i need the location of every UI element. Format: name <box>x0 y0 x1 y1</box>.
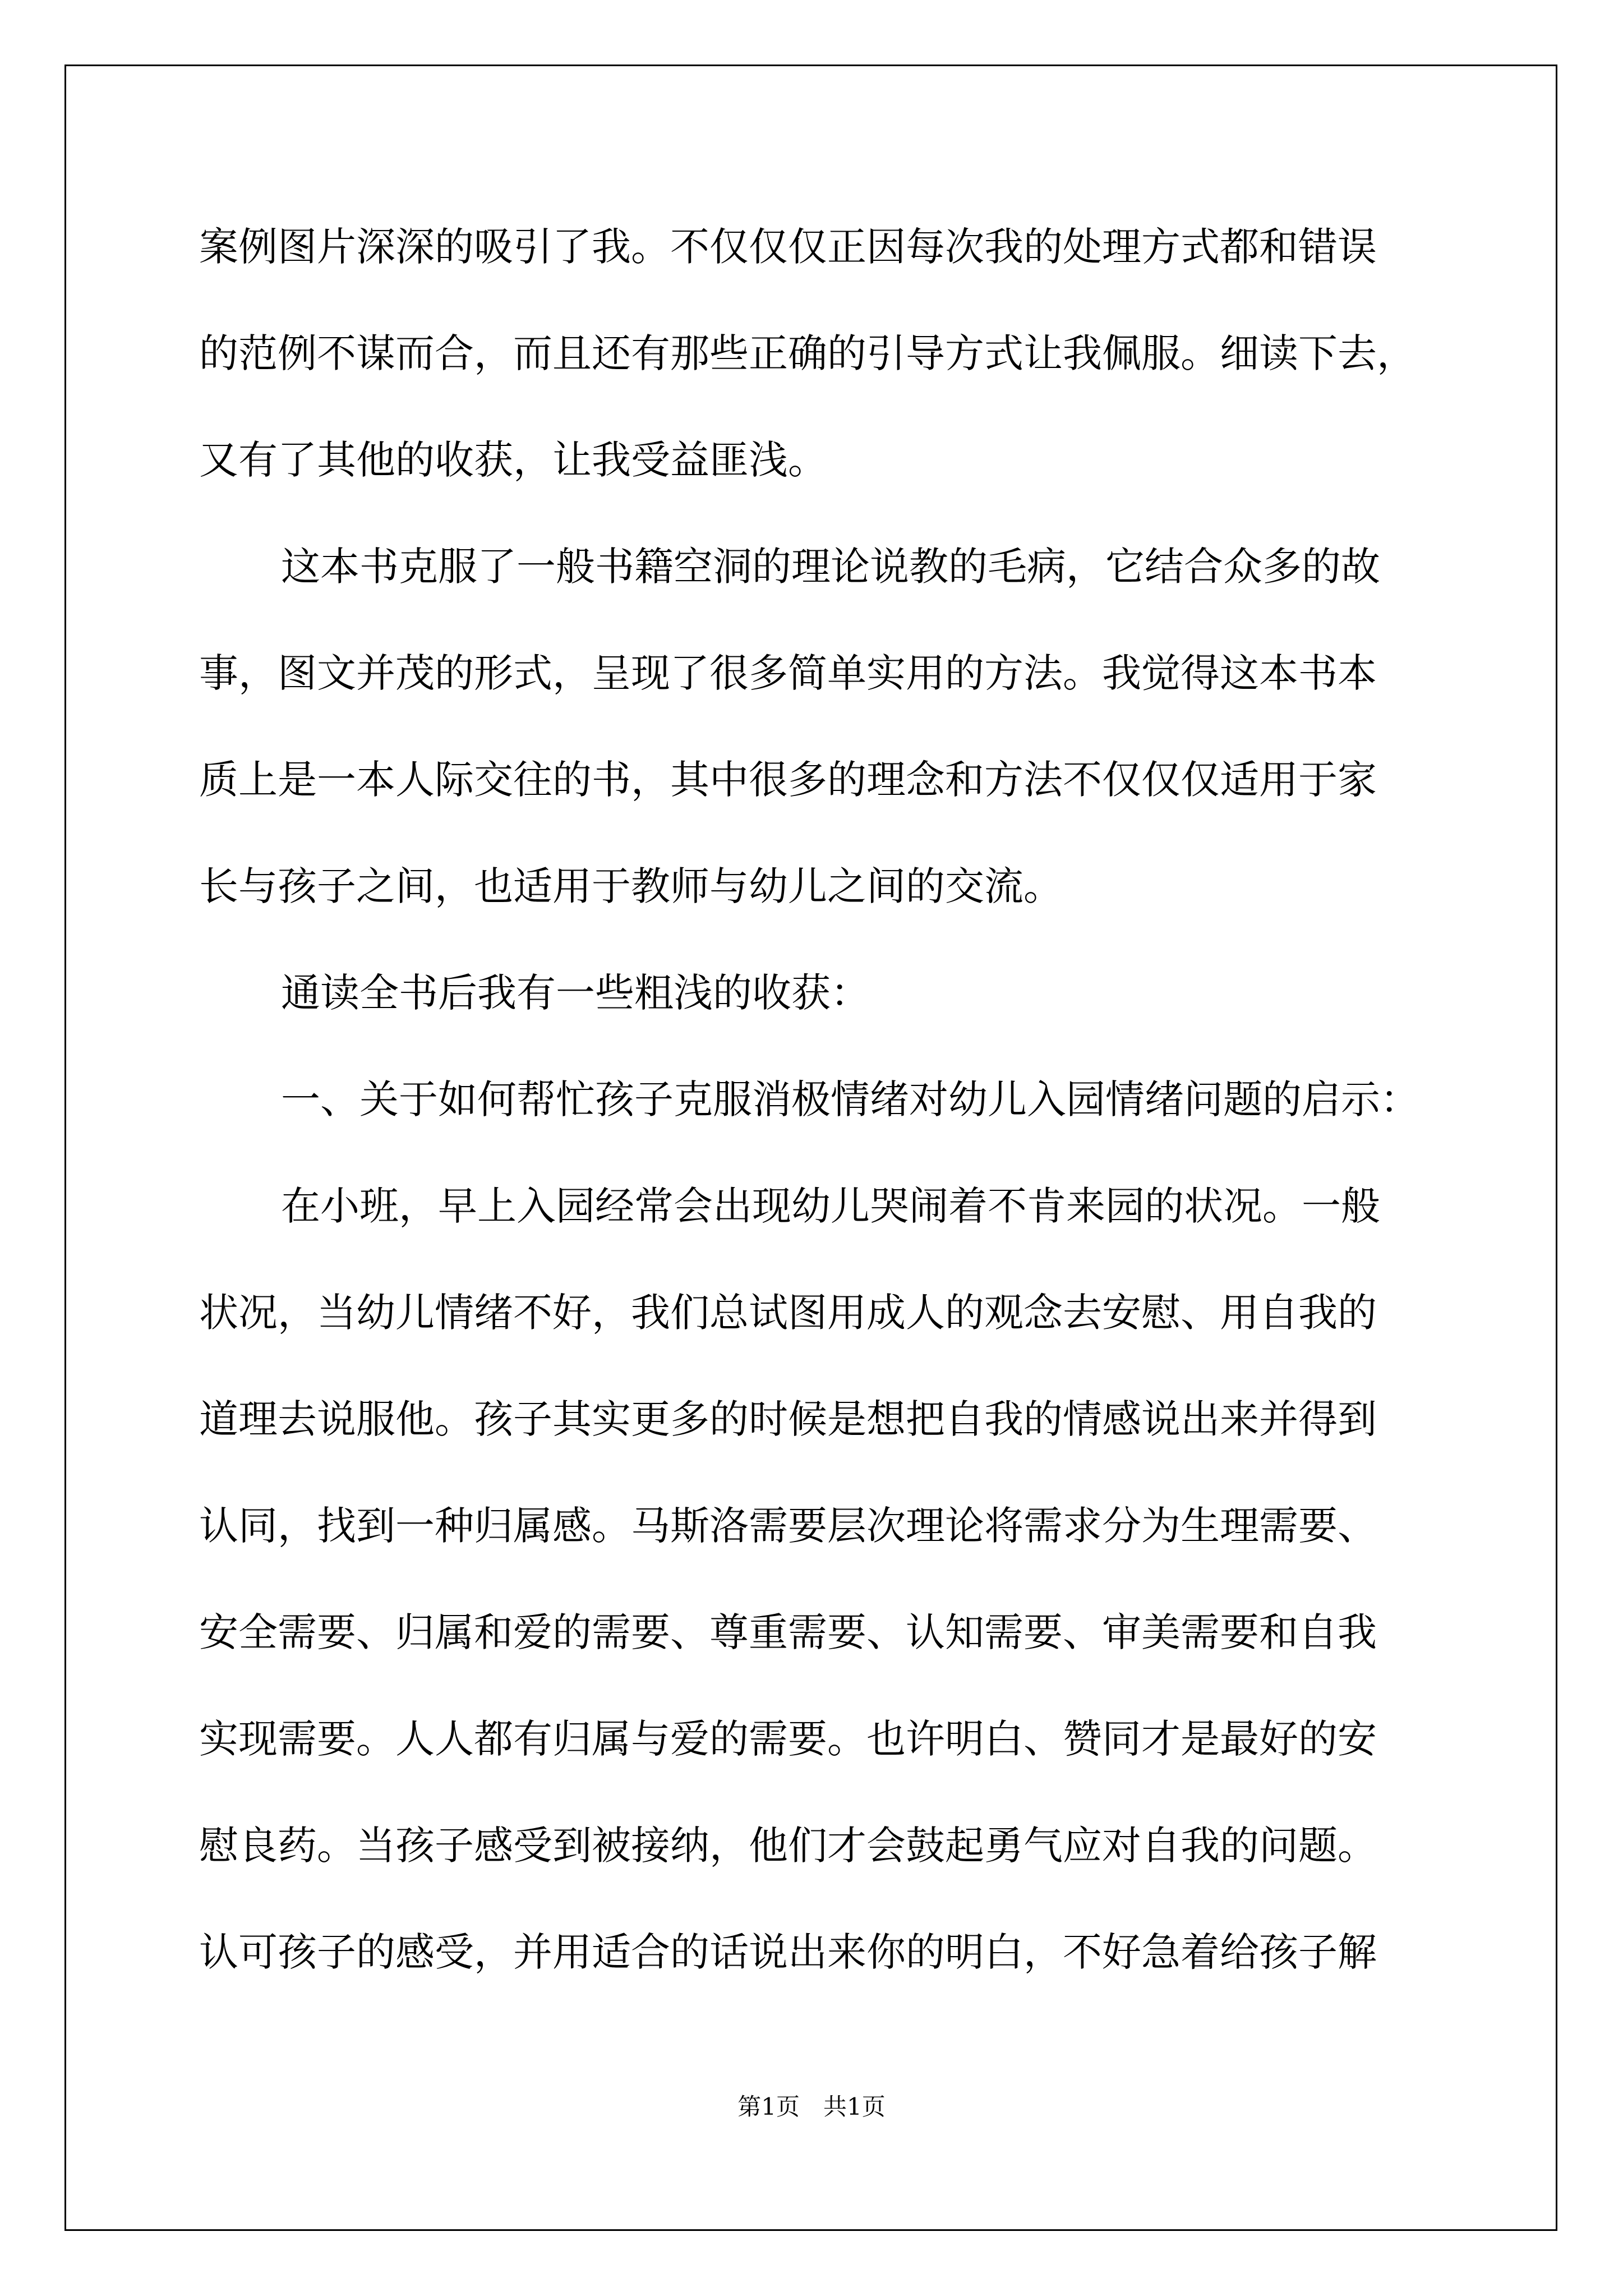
text-line-3: 又有了其他的收获，让我受益匪浅。 <box>199 437 827 483</box>
text-line-5: 事，图文并茂的形式，呈现了很多简单实用的方法。我觉得这本书本 <box>199 650 1377 696</box>
text-line-4: 这本书克服了一般书籍空洞的理论说教的毛病，它结合众多的故 <box>281 544 1380 590</box>
text-line-12: 道理去说服他。孩子其实更多的时候是想把自我的情感说出来并得到 <box>199 1396 1377 1442</box>
text-line-8: 通读全书后我有一些粗浅的收获： <box>281 970 870 1016</box>
text-line-15: 实现需要。人人都有归属与爱的需要。也许明白、赞同才是最好的安 <box>199 1716 1377 1762</box>
text-line-7: 长与孩子之间，也适用于教师与幼儿之间的交流。 <box>199 863 1063 909</box>
page-footer: 第1页 共1页 <box>737 2093 886 2120</box>
text-line-2: 的范例不谋而合，而且还有那些正确的引导方式让我佩服。细读下去， <box>199 330 1416 376</box>
text-line-17: 认可孩子的感受，并用适合的话说出来你的明白，不好急着给孩子解 <box>199 1929 1377 1975</box>
text-line-6: 质上是一本人际交往的书，其中很多的理念和方法不仅仅仅适用于家 <box>199 757 1377 803</box>
text-line-1: 案例图片深深的吸引了我。不仅仅仅正因每次我的处理方式都和错误 <box>199 224 1377 270</box>
text-line-11: 状况，当幼儿情绪不好，我们总试图用成人的观念去安慰、用自我的 <box>199 1290 1377 1336</box>
text-line-13: 认同，找到一种归属感。马斯洛需要层次理论将需求分为生理需要、 <box>199 1503 1377 1549</box>
text-line-16: 慰良药。当孩子感受到被接纳，他们才会鼓起勇气应对自我的问题。 <box>199 1823 1377 1869</box>
text-line-14: 安全需要、归属和爱的需要、尊重需要、认知需要、审美需要和自我 <box>199 1609 1377 1655</box>
text-line-10: 在小班，早上入园经常会出现幼儿哭闹着不肯来园的状况。一般 <box>281 1183 1380 1229</box>
text-line-9: 一、关于如何帮忙孩子克服消极情绪对幼儿入园情绪问题的启示： <box>281 1076 1419 1122</box>
page-border <box>64 65 1557 2231</box>
